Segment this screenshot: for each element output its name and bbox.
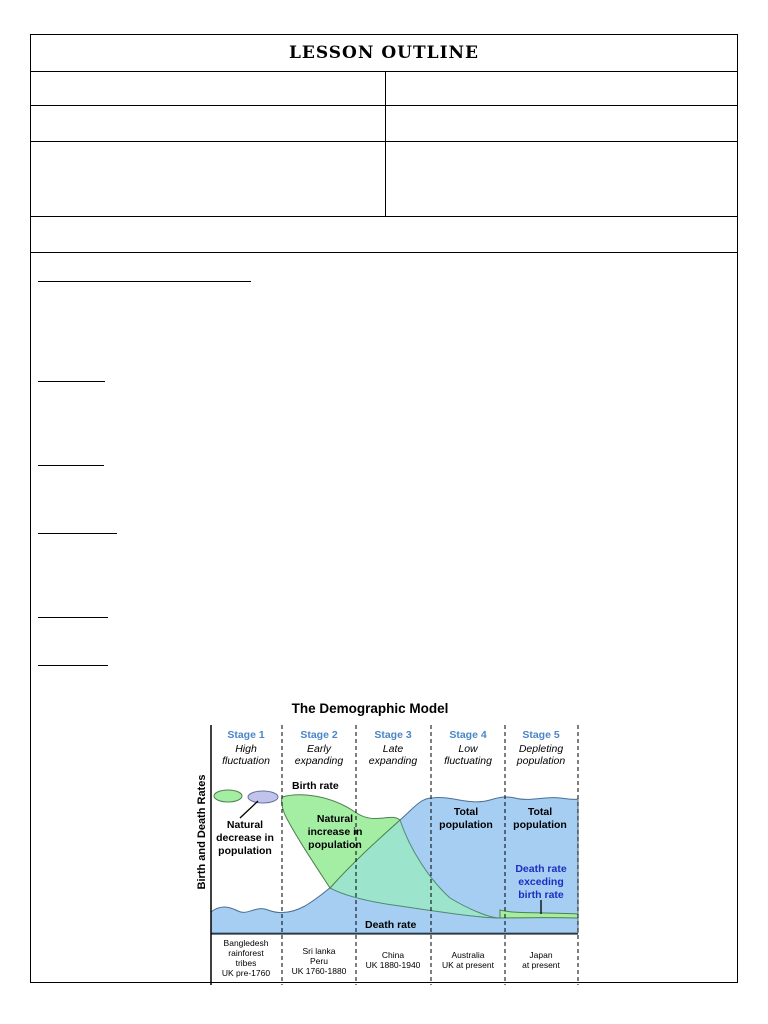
death-exceeding-label: birth rate — [518, 889, 564, 901]
natural-increase-label: increase in — [307, 826, 363, 838]
natural-decrease-label: Natural — [226, 819, 264, 831]
natural-increase-label: Natural — [316, 813, 354, 825]
stage-5-desc: Depleting — [518, 743, 564, 755]
stage-2-example: Peru — [310, 956, 328, 966]
figure-title: The Demographic Model — [291, 701, 449, 716]
total-population-label: Total — [453, 806, 479, 818]
stage-3-desc: Late — [382, 743, 404, 755]
stage-5-example: at present — [522, 960, 560, 970]
stage-5-title: Stage 5 — [522, 729, 560, 741]
y-axis-label: Birth and Death Rates — [196, 774, 208, 890]
stage-1-example: Bangledesh — [223, 938, 269, 948]
stage-2-example: UK 1760-1880 — [291, 966, 347, 976]
stage-1-desc: High — [235, 743, 257, 755]
stage-3-title: Stage 3 — [374, 729, 412, 741]
stage-3-example: UK 1880-1940 — [365, 960, 421, 970]
natural-decrease-label: population — [218, 845, 272, 857]
stage-2-title: Stage 2 — [300, 729, 338, 741]
stage-4-desc: Low — [458, 743, 478, 755]
pointer-line — [240, 801, 258, 818]
stage-4-example: UK at present — [442, 960, 494, 970]
natural-decrease-label: decrease in — [216, 832, 274, 844]
death-rate-label: Death rate — [365, 919, 417, 931]
stage1-birth-lobe — [214, 790, 242, 802]
natural-increase-label: population — [308, 839, 362, 851]
stage-2-desc: expanding — [294, 755, 344, 767]
stage-1-example: UK pre-1760 — [221, 968, 271, 978]
stage-1-title: Stage 1 — [227, 729, 265, 741]
death-exceeding-label: exceding — [518, 876, 564, 888]
total-population-label: Total — [527, 806, 553, 818]
stage-3-example: China — [381, 950, 405, 960]
stage-4-desc: fluctuating — [444, 755, 492, 767]
stage-5-example: Japan — [529, 950, 553, 960]
stage-4-example: Australia — [451, 950, 485, 960]
stage1-death-lobe — [248, 791, 278, 803]
stage-1-desc: fluctuation — [222, 755, 270, 767]
total-population-label: population — [439, 819, 493, 831]
stage-4-title: Stage 4 — [449, 729, 487, 741]
stage-1-example: rainforest — [228, 948, 264, 958]
stage-2-desc: Early — [307, 743, 331, 755]
page-title: LESSON OUTLINE — [31, 35, 737, 72]
birth-rate-label: Birth rate — [292, 780, 339, 792]
stage-1-example: tribes — [235, 958, 257, 968]
death-exceeding-label: Death rate — [515, 863, 567, 875]
stage-2-example: Sri lanka — [302, 946, 336, 956]
stage-5-desc: population — [516, 755, 566, 767]
total-population-label: population — [513, 819, 567, 831]
stage-3-desc: expanding — [368, 755, 418, 767]
